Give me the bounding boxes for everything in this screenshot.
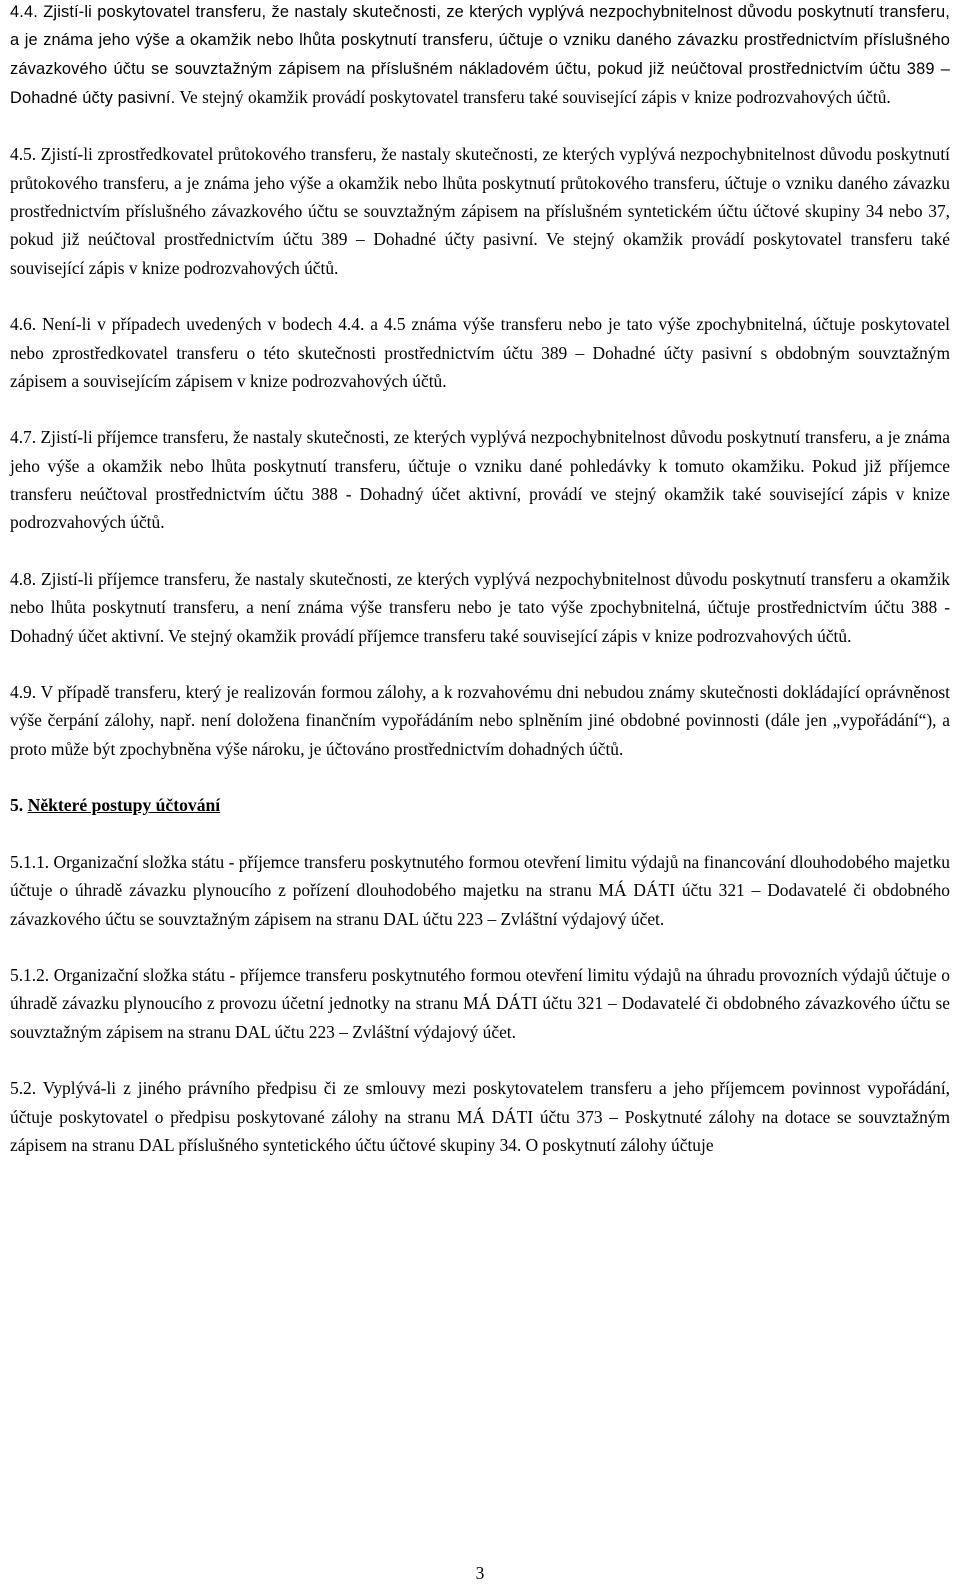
- paragraph-4-4-continuation: Ve stejný okamžik provádí poskytovatel transferu také související zápis v knize podrozvahových účtů.: [175, 86, 891, 107]
- paragraph-5-1-1: 5.1.1. Organizační složka státu - příjemce transferu poskytnutého formou otevření limitu výdajů na financování dlouhodobého majetku účtuje o úhradě závazku plynoucího z pořízení dlouhodobého majetku na stranu MÁ DÁTI účtu 321 – Dodavatelé či obdobného závazkového účtu se souvztažným zápisem na stranu DAL účtu 223 – Zvláštní výdajový účet.: [10, 851, 950, 929]
- paragraph-4-9: 4.9. V případě transferu, který je realizován formou zálohy, a k rozvahovému dni nebudou známy skutečnosti dokládající oprávněnost výše čerpání zálohy, např. není doložena finančním vypořádáním nebo splněním jiné obdobné povinnosti (dále jen „vypořádání“), a proto může být zpochybněna výše nároku, je účtováno prostřednictvím dohadných účtů.: [10, 682, 950, 759]
- section-heading: [10, 791, 950, 819]
- paragraph-4-5: 4.5. Zjistí-li zprostředkovatel průtokového transferu, že nastaly skutečnosti, ze kterých vyplývá nezpochybnitelnost důvodu poskytnutí průtokového transferu, a je známa jeho výše a okamžik nebo lhůta poskytnutí průtokového transferu, účtuje o vzniku daného závazku prostřednictvím příslušného závazkového účtu se souvztažným zápisem na příslušném syntetickém účtu účtové skupiny 34 nebo 37, pokud již neúčtoval prostřednictvím účtu 389 – Dohadné účty pasivní. Ve stejný okamžik provádí poskytovatel transferu také související zápis v knize podrozvahových účtů.: [10, 144, 950, 278]
- page-number: 3: [475, 1563, 485, 1583]
- section-title: Některé postupy účtování: [27, 795, 221, 816]
- paragraph-4-8: 4.8. Zjistí-li příjemce transferu, že nastaly skutečnosti, ze kterých vyplývá nezpochybnitelnost důvodu poskytnutí transferu a okamžik nebo lhůta poskytnutí transferu, a není známa výše transferu nebo je tato výše zpochybnitelná, účtuje prostřednictvím účtu 388 - Dohadný účet aktivní. Ve stejný okamžik provádí příjemce transferu také související zápis v knize podrozvahových účtů.: [10, 568, 950, 646]
- paragraph-5-1-2: 5.1.2. Organizační složka státu - příjemce transferu poskytnutého formou otevření limitu výdajů na úhradu provozních výdajů účtuje o úhradě závazku plynoucího z provozu účetní jednotky na stranu MÁ DÁTI účtu 321 – Dodavatelé či obdobného závazkového účtu se souvztažným zápisem na stranu DAL účtu 223 – Zvláštní výdajový účet.: [10, 965, 950, 1042]
- paragraph-4-6: 4.6. Není-li v případech uvedených v bodech 4.4. a 4.5 známa výše transferu nebo je tato výše zpochybnitelná, účtuje poskytovatel nebo zprostředkovatel transferu o této skutečnosti prostřednictvím účtu 389 – Dohadné účty pasivní s obdobným souvztažným zápisem a souvisejícím zápisem v knize podrozvahových účtů.: [10, 314, 950, 391]
- paragraph-5-2: 5.2. Vyplývá-li z jiného právního předpisu či ze smlouvy mezi poskytovatelem transferu a jeho příjemcem povinnost vypořádání, účtuje poskytovatel o předpisu poskytované zálohy na stranu MÁ DÁTI účtu 373 – Poskytnuté zálohy na dotace se souvztažným zápisem na stranu DAL příslušného syntetického účtu účtové skupiny 34. O poskytnutí zálohy účtuje: [10, 1078, 950, 1155]
- paragraph-4-4-text: 4.4. Zjistí-li poskytovatel transferu, že nastaly skutečnosti, ze kterých vyplývá nezpochybnitelnost důvodu poskytnutí transferu, a je známa jeho výše a okamžik nebo lhůta poskytnutí transferu, účtuje o vzniku daného závazku prostřednictvím příslušného závazkového účtu se souvztažným zápisem na příslušném nákladovém účtu, pokud již neúčtoval prostřednictvím účtu 389 – Dohadné účty pasivní.: [10, 3, 950, 107]
- paragraph-4-7: 4.7. Zjistí-li příjemce transferu, že nastaly skutečnosti, ze kterých vyplývá nezpochybnitelnost důvodu poskytnutí transferu, a je známa jeho výše a okamžik nebo lhůta poskytnutí transferu, účtuje o vzniku dané pohledávky k tomuto okamžiku. Pokud již příjemce transferu neúčtoval prostřednictvím účtu 388 - Dohadný účet aktivní, provádí ve stejný okamžik také související zápis v knize podrozvahových účtů.: [10, 427, 950, 533]
- section-number: 5.: [10, 795, 24, 816]
- paragraph-4-4: [10, 0, 950, 112]
